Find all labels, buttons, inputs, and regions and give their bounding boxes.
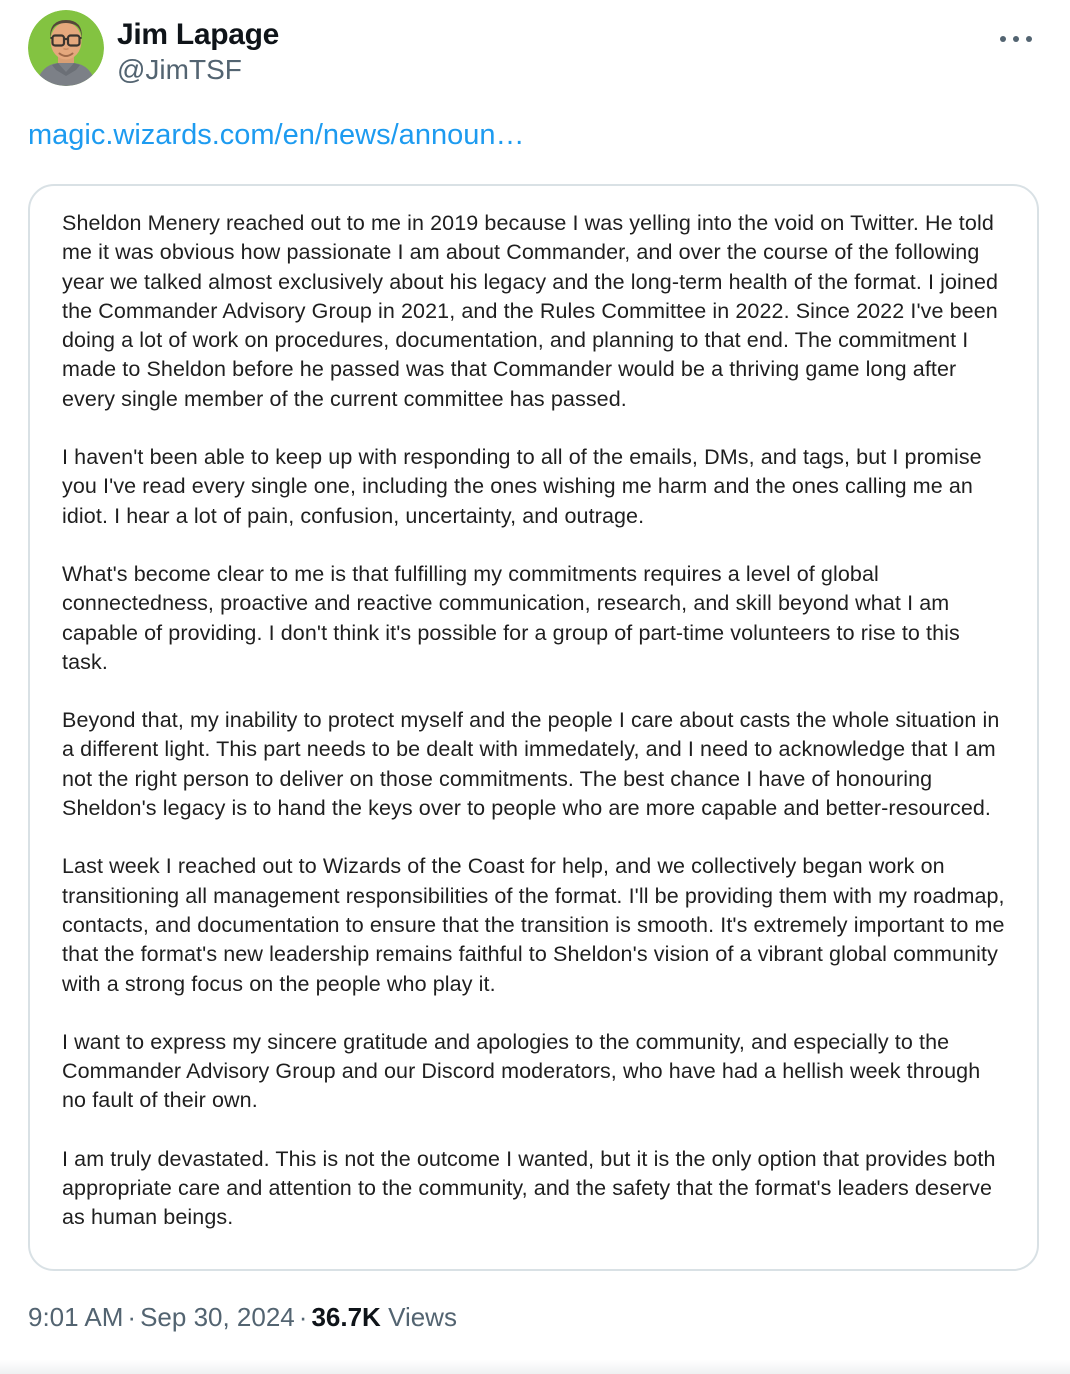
statement-paragraph: I am truly devastated. This is not the outcome I wanted, but it is the only option that provides both appropriate care and attention to the community, and the safety that the format's leaders deserve as human beings.: [62, 1146, 996, 1230]
avatar[interactable]: [28, 10, 104, 86]
timestamp-time: 9:01 AM: [28, 1301, 124, 1332]
author-names: [117, 10, 279, 87]
more-icon: [1000, 36, 1032, 42]
statement-paragraph: What's become clear to me is that fulfilling my commitments requires a level of global connectedness, proactive and reactive communication, research, and skill beyond what I am capable of providing. I don't think it's possible for a group of part-time volunteers to rise to this task.: [62, 561, 960, 674]
tweet-header: [28, 10, 1042, 87]
tweet-url-link[interactable]: magic.wizards.com/en/news/announ…: [28, 119, 525, 151]
meta-separator: ·: [127, 1301, 137, 1332]
tweet-meta: [28, 1301, 1042, 1334]
statement-paragraph: Last week I reached out to Wizards of the Coast for help, and we collectively began work on transitioning all management responsibilities of the format. I'll be providing them with my roadmap, contacts, and documentation to ensure that the transition is smooth. It's extremely important to me that the format's new leadership remains faithful to Sheldon's vision of a vibrant global community with a strong focus on the people who play it.: [62, 854, 1005, 996]
views-count: 36.7K: [311, 1301, 381, 1332]
more-button[interactable]: [992, 28, 1040, 50]
statement-paragraph: I want to express my sincere gratitude and apologies to the community, and especially to the Commander Advisory Group and our Discord moderators, who have had a hellish week through no fault of their own.: [62, 1029, 981, 1113]
views-label: Views: [388, 1301, 457, 1332]
author-handle[interactable]: @JimTSF: [117, 54, 242, 85]
meta-separator: ·: [298, 1301, 308, 1332]
avatar-photo: [28, 10, 104, 86]
author-display-name[interactable]: Jim Lapage: [117, 18, 280, 51]
statement-paragraph: I haven't been able to keep up with responding to all of the emails, DMs, and tags, but I promise you I've read every single one, including the ones wishing me harm and the ones calling me an idiot. I hear a lot of pain, confusion, uncertainty, and outrage.: [62, 445, 982, 528]
tweet-body: [28, 117, 1042, 153]
bottom-divider: [0, 1360, 1070, 1374]
timestamp-date: Sep 30, 2024: [140, 1301, 295, 1332]
tweet-image-attachment[interactable]: [28, 184, 1039, 1271]
statement-paragraph: Sheldon Menery reached out to me in 2019 because I was yelling into the void on Twitter. He told me it was obvious how passionate I am about Commander, and over the course of the following year we talked almost exclusively about his legacy and the long-term health of the format. I joined the Commander Advisory Group in 2021, and the Rules Committee in 2022. Since 2022 I've been doing a lot of work on procedures, documentation, and planning to that end. The commitment I made to Sheldon before he passed was that Commander would be a thriving game long after every single member of the current committee has passed.: [62, 211, 999, 411]
statement-paragraph: Beyond that, my inability to protect myself and the people I care about casts the whole situation in a different light. This part needs to be dealt with immedately, and I need to acknowledge that I am not the right person to deliver on those commitments. The best chance I have of honouring Sheldon's legacy is to hand the keys over to people who are more capable and better-resourced.: [62, 708, 1000, 821]
